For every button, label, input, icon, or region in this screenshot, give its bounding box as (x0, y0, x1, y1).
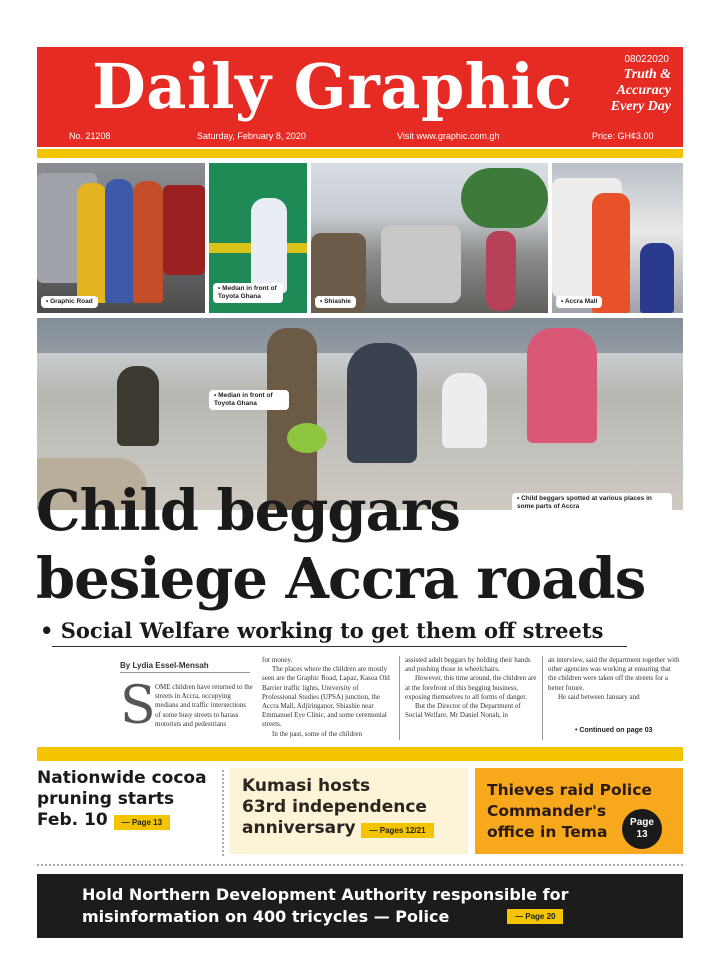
tree-shape (461, 168, 548, 228)
child-shape (117, 366, 159, 446)
caption-text: Accra Mall (564, 298, 598, 305)
issue-code: 08022020 (624, 54, 669, 65)
col2-para-a: for money. (262, 656, 293, 664)
teaser-line (242, 818, 434, 841)
teaser-tema[interactable] (475, 768, 683, 854)
price: Price: GH¢3.00 (592, 131, 654, 141)
issue-number: No. 21208 (69, 131, 111, 141)
bottom-banner[interactable] (37, 874, 683, 938)
person-shape (77, 183, 107, 303)
person-shape (133, 181, 163, 303)
caption-text: Shiashie (324, 298, 351, 305)
child-shape (592, 193, 630, 313)
page-badge (622, 809, 662, 849)
photo-shiashie (311, 163, 548, 313)
teaser-kumasi[interactable] (230, 768, 468, 854)
caption-text: Median in front of Toyota Ghana (218, 285, 277, 300)
byline: By Lydia Essel-Mensah (120, 661, 209, 670)
page-tag: — Page 20 (507, 909, 563, 924)
teaser-line-text: Feb. 10 (37, 810, 108, 830)
continued-link[interactable]: • Continued on page 03 (575, 727, 653, 734)
divider-bar (37, 747, 683, 761)
subheadline-text: Social Welfare working to get them off streets (60, 618, 604, 643)
col3-para-b: However, this time around, the children are at the forefront of this begging business, exposing themselves to all forms of danger. (405, 674, 537, 701)
col4-para-a: an interview, said the department together with other agencies was working at ensuring that the children were taken off the streets for a better future. (548, 656, 680, 692)
page-tag-text: Pages 12/21 (379, 826, 426, 835)
photo-caption: • Child beggars spotted at various places in some parts of Accra (512, 493, 672, 510)
col2-para-c: In the past, some of the children (272, 729, 363, 738)
teaser-line: pruning starts (37, 789, 175, 809)
body-column-4 (548, 656, 680, 702)
photo-caption: • Median in front of Toyota Ghana (213, 283, 283, 303)
teaser-line (37, 810, 217, 833)
teaser-line-text: anniversary (242, 818, 356, 838)
car-shape (163, 185, 205, 275)
continued-text: Continued on page 03 (579, 727, 653, 734)
website-link[interactable]: Visit www.graphic.com.gh (397, 131, 500, 141)
headline-line-1: Child beggars (36, 478, 460, 544)
person-shape (486, 231, 516, 311)
slogan (561, 67, 671, 115)
woman-shape (527, 328, 597, 443)
page-badge-number: 13 (636, 829, 648, 840)
dotted-divider (222, 770, 225, 856)
slogan-line-1: Truth & (623, 67, 671, 82)
body-column-3 (405, 656, 537, 720)
photo-caption: • Accra Mall (556, 296, 602, 308)
child-shape (640, 243, 674, 313)
photo-caption: • Shiashie (315, 296, 356, 308)
car-shape (381, 225, 461, 303)
newspaper-title: Daily Graphic (92, 50, 573, 123)
issue-date: Saturday, February 8, 2020 (197, 131, 306, 141)
bowl-shape (287, 423, 327, 453)
banner-line-2: misinformation on 400 tricycles — Police (82, 907, 450, 926)
body-column-2 (262, 656, 394, 739)
teaser-line: Thieves raid Police (487, 781, 652, 799)
divider-bar (37, 149, 683, 158)
subheadline: • Social Welfare working to get them off streets (40, 618, 604, 643)
body-column-1: OME children have returned to the streets in Accra, occupying medians and traffic intersections of some busy streets to harass motorists and pedestrians (155, 683, 253, 728)
page-tag-text: Page 13 (131, 818, 163, 827)
child-shape (251, 198, 287, 293)
teaser-line: office in Tema (487, 823, 608, 841)
page-badge-label: Page (630, 817, 654, 828)
teaser-line: Commander's (487, 802, 607, 820)
child-shape (442, 373, 487, 448)
caption-text: Median in front of Toyota Ghana (214, 392, 273, 407)
byline-rule (120, 672, 250, 673)
teaser-line: Kumasi hosts (242, 776, 371, 796)
slogan-line-3: Every Day (610, 99, 671, 114)
drop-cap: S (120, 676, 156, 736)
masthead (37, 47, 683, 147)
column-rule (542, 656, 543, 740)
page-tag: — Page 13 (114, 815, 170, 830)
photo-median-toyota (209, 163, 307, 313)
person-shape (105, 179, 133, 303)
column-rule (399, 656, 400, 740)
caption-text: Child beggars spotted at various places in some parts of Accra (517, 495, 652, 510)
headline-line-2: besiege Accra roads (36, 546, 646, 612)
col2-para-b: The places where the children are mostly seen are the Graphic Road, Lapaz, Kasoa Old Barrier traffic lights, University of Professional Studies (UPSA) junction, the Accra Mall, Adjiringanor, Shiashie near Emmanuel Eye Clinic, and some ceremonial streets. (262, 665, 390, 729)
teaser-cocoa[interactable] (37, 768, 217, 854)
subhead-underline (52, 646, 627, 647)
teaser-line: Nationwide cocoa (37, 768, 207, 788)
photo-accra-mall (552, 163, 683, 313)
banner-line-1: Hold Northern Development Authority responsible for (82, 885, 569, 904)
photo-caption: • Graphic Road (41, 296, 98, 308)
page-tag: — Pages 12/21 (361, 823, 433, 838)
photo-caption: • Median in front of Toyota Ghana (209, 390, 289, 410)
teaser-line: 63rd independence (242, 797, 427, 817)
teaser-text (242, 776, 434, 841)
woman-shape (347, 343, 417, 463)
page-tag-text: Page 20 (525, 912, 556, 921)
caption-text: Graphic Road (50, 298, 93, 305)
dotted-divider (37, 864, 683, 866)
slogan-line-2: Accuracy (616, 83, 671, 98)
col3-para-a: assisted adult beggars by holding their hands and pushing those in wheelchairs. (405, 656, 531, 674)
col3-para-c: But the Director of the Department of Social Welfare, Mr Daniel Nonah, in (405, 702, 521, 720)
photo-graphic-road (37, 163, 205, 313)
col4-para-b: He said between January and (558, 692, 640, 701)
